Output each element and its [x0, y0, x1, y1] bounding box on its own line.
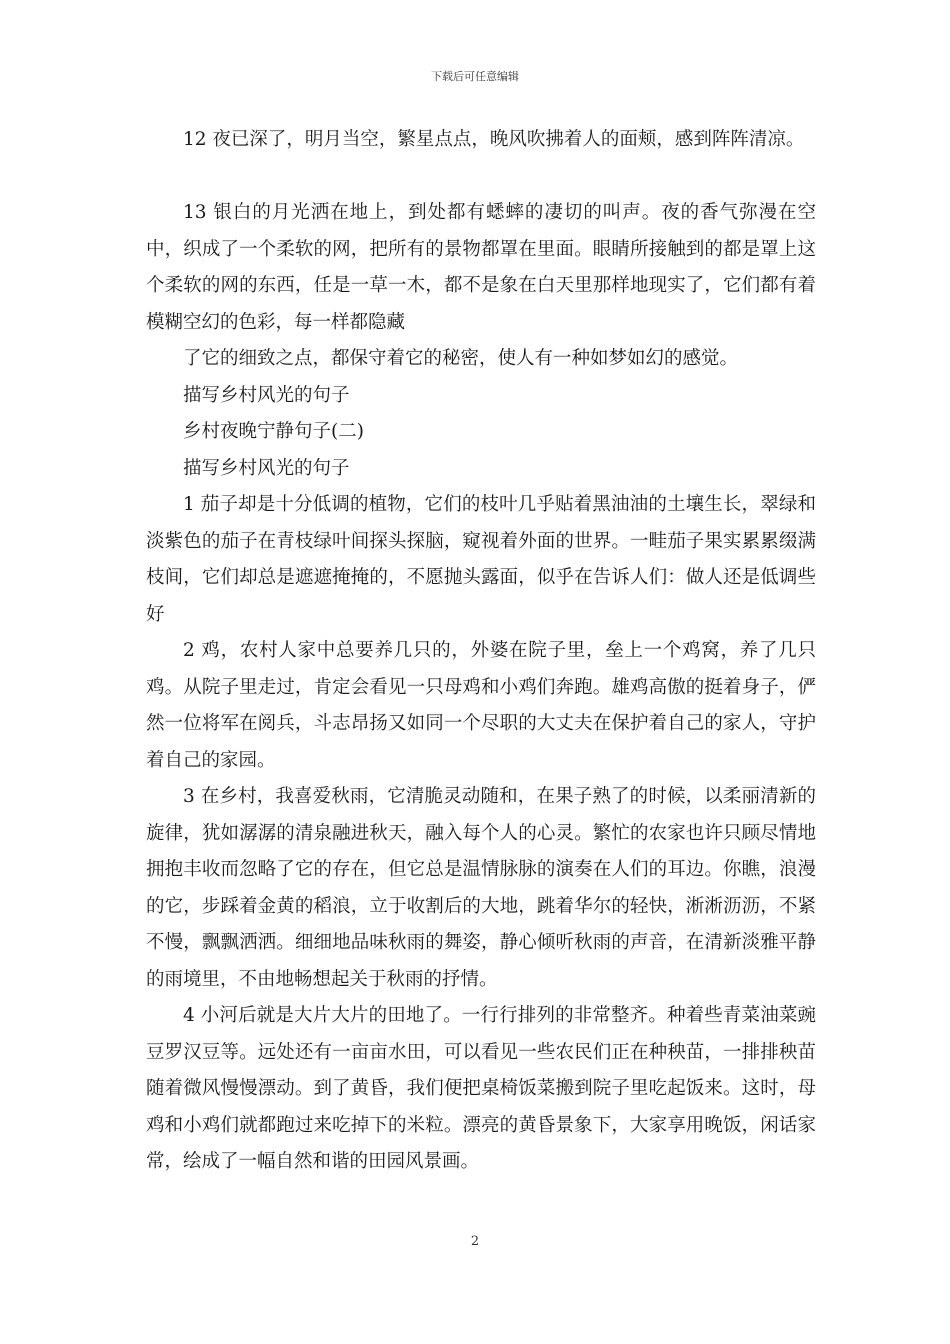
paragraph-12-night: 12 夜已深了，明月当空，繁星点点，晚风吹拂着人的面颊，感到阵阵清凉。 [183, 129, 805, 150]
section-title: 乡村夜晚宁静句子(二) [183, 421, 364, 442]
section-heading: 描写乡村风光的句子 [183, 384, 350, 406]
section-heading: 描写乡村风光的句子 [183, 457, 350, 479]
paragraph-2-chicken: 2 鸡，农村人家中总要养几只的，外婆在院子里，垒上一个鸡窝，养了几只鸡。从院子里走过，肯定会看见一只母鸡和小鸡们奔跑。雄鸡高傲的挺着身子，俨然一位将军在阅兵，斗志昂扬又如同一个尽职的大丈夫在保护着自己的家人，守护着自己的家园。 [146, 640, 816, 771]
paragraph-1-eggplant: 1 茄子却是十分低调的植物，它们的枝叶几乎贴着黑油油的土壤生长，翠绿和淡紫色的茄子在青枝绿叶间探头探脑，窥视着外面的世界。一畦茄子果实累累缀满枝间，它们却总是遮遮掩掩的，不愿抛头露面，似乎在告诉人们：做人还是低调些好 [146, 494, 816, 625]
page-header: 下载后可任意编辑 [431, 70, 519, 83]
paragraph-3-autumn-rain: 3 在乡村，我喜爱秋雨，它清脆灵动随和，在果子熟了的时候，以柔丽清新的旋律，犹如潺潺的清泉融进秋天，融入每个人的心灵。繁忙的农家也许只顾尽情地拥抱丰收而忽略了它的存在，但它总是温情脉脉的演奏在人们的耳边。你瞧，浪漫的它，步踩着金黄的稻浪，立于收割后的大地，跳着华尔的轻快，淅淅沥沥，不紧不慢，飘飘洒洒。细细地品味秋雨的舞姿，静心倾听秋雨的声音，在清新淡雅平静的雨境里，不由地畅想起关于秋雨的抒情。 [146, 786, 816, 990]
paragraph-13-continued: 了它的细致之点，都保守着它的秘密，使人有一种如梦如幻的感觉。 [183, 348, 739, 369]
paragraph-4-fields: 4 小河后就是大片大片的田地了。一行行排列的非常整齐。种着些青菜油菜豌豆罗汉豆等。远处还有一亩亩水田，可以看见一些农民们正在种秧苗，一排排秧苗随着微风慢慢漂动。到了黄昏，我们便把桌椅饭菜搬到院子里吃起饭来。这时，母鸡和小鸡们就都跑过来吃掉下的米粒。漂亮的黄昏景象下，大家享用晚饭，闲话家常，绘成了一幅自然和谐的田园风景画。 [146, 1005, 816, 1172]
paragraph-13-moonlight: 13 银白的月光洒在地上，到处都有蟋蟀的凄切的叫声。夜的香气弥漫在空中，织成了一个柔软的网，把所有的景物都罩在里面。眼睛所接触到的都是罩上这个柔软的网的东西，任是一草一木，都不是象在白天里那样地现实了，它们都有着模糊空幻的色彩，每一样都隐藏 [146, 202, 816, 333]
document-body [146, 122, 816, 1181]
page-number: 2 [470, 1234, 480, 1249]
